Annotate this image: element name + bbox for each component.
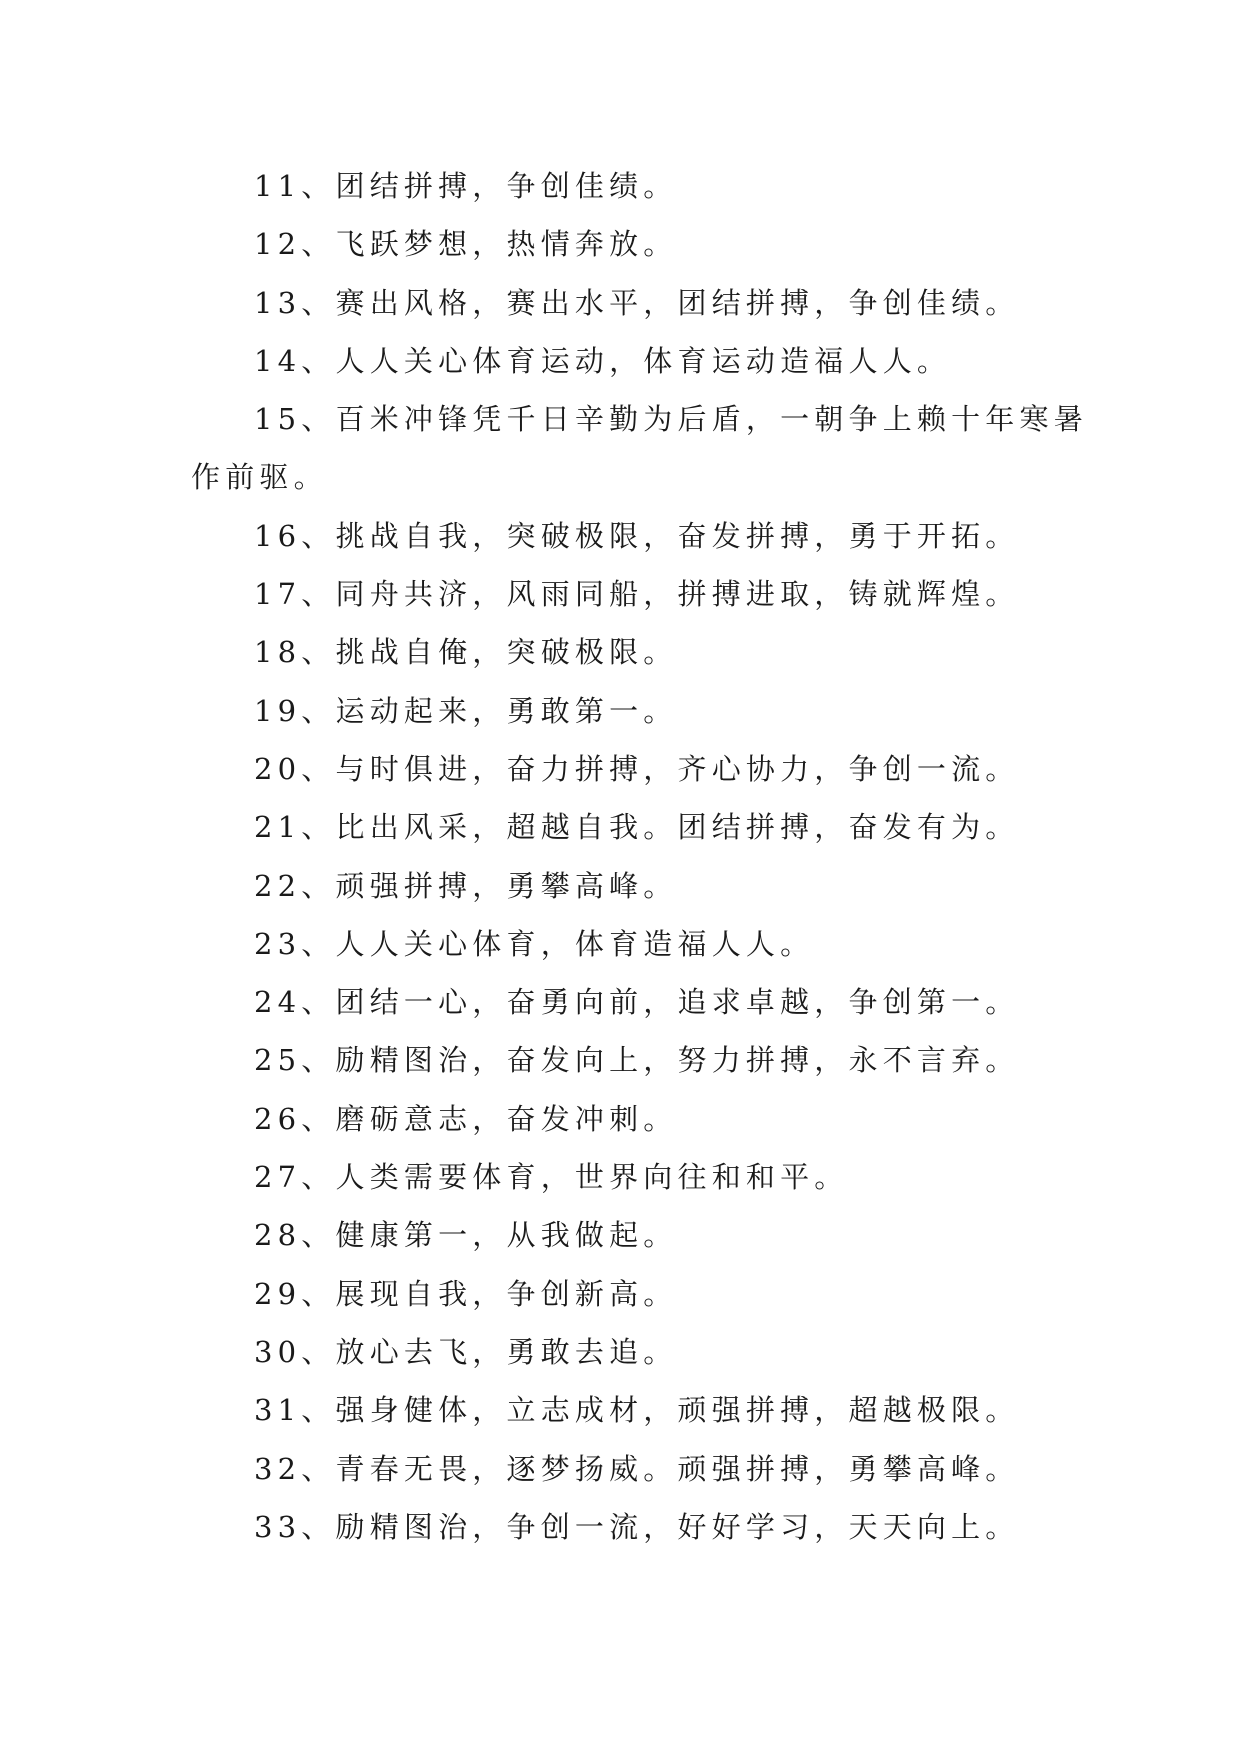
slogan-line: 23、人人关心体育，体育造福人人。 [254,926,815,961]
slogan-line: 24、团结一心，奋勇向前，追求卓越，争创第一。 [254,985,1020,1020]
slogan-line: 25、励精图治，奋发向上，努力拼搏，永不言弃。 [254,1043,1020,1078]
slogan-list [191,157,1088,1556]
slogan-line: 31、强身健体，立志成材，顽强拼搏，超越极限。 [254,1393,1020,1428]
slogan-line: 29、展现自我，争创新高。 [254,1276,678,1311]
slogan-line: 18、挑战自俺，突破极限。 [254,635,678,670]
slogan-line: 17、同舟共济，风雨同船，拼搏进取，铸就辉煌。 [254,577,1020,612]
slogan-line: 30、放心去飞，勇敢去追。 [254,1334,678,1369]
slogan-line: 19、运动起来，勇敢第一。 [254,693,678,728]
slogan-line: 20、与时俱进，奋力拼搏，齐心协力，争创一流。 [254,751,1020,786]
slogan-line: 11、团结拼搏，争创佳绩。 [254,169,678,203]
slogan-line: 12、飞跃梦想，热情奔放。 [254,227,678,262]
slogan-line: 27、人类需要体育，世界向往和和平。 [254,1160,849,1195]
slogan-line: 22、顽强拼搏，勇攀高峰。 [254,868,678,903]
slogan-line: 28、健康第一，从我做起。 [254,1218,678,1253]
slogan-line: 13、赛出风格，赛出水平，团结拼搏，争创佳绩。 [254,285,1020,320]
slogan-line-continuation: 作前驱。 [191,460,328,495]
slogan-line: 15、百米冲锋凭千日辛勤为后盾，一朝争上赖十年寒暑 [254,402,1088,437]
slogan-line: 14、人人关心体育运动，体育运动造福人人。 [254,343,952,378]
slogan-line: 16、挑战自我，突破极限，奋发拼搏，勇于开拓。 [254,518,1020,553]
slogan-line: 26、磨砺意志，奋发冲刺。 [254,1101,678,1136]
slogan-line: 32、青春无畏，逐梦扬威。顽强拼搏，勇攀高峰。 [254,1451,1020,1486]
slogan-line: 33、励精图治，争创一流，好好学习，天天向上。 [254,1509,1020,1544]
slogan-line: 21、比出风采，超越自我。团结拼搏，奋发有为。 [254,810,1020,845]
